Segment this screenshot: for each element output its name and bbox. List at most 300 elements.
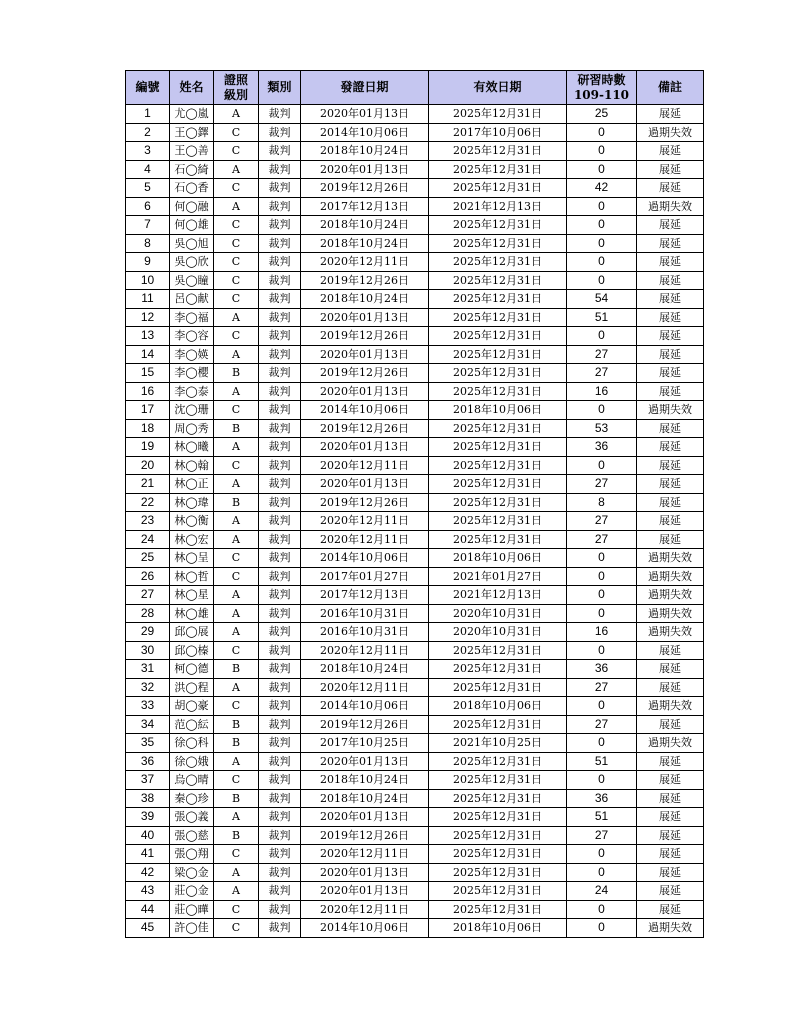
cell-issue-date: 2020年01月13日 xyxy=(301,160,429,179)
cell-issue-date: 2019年12月26日 xyxy=(301,715,429,734)
cell-name: 梁◯金 xyxy=(170,863,214,882)
cell-number: 42 xyxy=(126,863,170,882)
cell-name: 林◯瑋 xyxy=(170,493,214,512)
cell-remark: 展延 xyxy=(637,160,704,179)
cell-category: 裁判 xyxy=(259,271,301,290)
cell-training-hours: 0 xyxy=(567,567,637,586)
header-row xyxy=(126,71,704,105)
cell-category: 裁判 xyxy=(259,216,301,235)
cell-valid-date: 2025年12月31日 xyxy=(429,456,567,475)
cell-valid-date: 2025年12月31日 xyxy=(429,419,567,438)
cell-issue-date: 2018年10月24日 xyxy=(301,290,429,309)
cell-license-grade: C xyxy=(214,123,259,142)
cell-training-hours: 27 xyxy=(567,475,637,494)
cell-number: 6 xyxy=(126,197,170,216)
cell-remark: 展延 xyxy=(637,234,704,253)
header-license-grade-line1: 證照 xyxy=(223,72,248,87)
cell-number: 12 xyxy=(126,308,170,327)
cell-valid-date: 2025年12月31日 xyxy=(429,216,567,235)
cell-remark: 展延 xyxy=(637,493,704,512)
cell-valid-date: 2025年12月31日 xyxy=(429,327,567,346)
cell-issue-date: 2019年12月26日 xyxy=(301,493,429,512)
cell-issue-date: 2019年12月26日 xyxy=(301,271,429,290)
cell-issue-date: 2020年01月13日 xyxy=(301,438,429,457)
header-number: 編號 xyxy=(126,71,170,105)
cell-license-grade: A xyxy=(214,530,259,549)
cell-remark: 過期失效 xyxy=(637,549,704,568)
cell-number: 20 xyxy=(126,456,170,475)
cell-name: 林◯哲 xyxy=(170,567,214,586)
cell-training-hours: 51 xyxy=(567,752,637,771)
cell-training-hours: 0 xyxy=(567,327,637,346)
cell-valid-date: 2018年10月06日 xyxy=(429,697,567,716)
cell-training-hours: 0 xyxy=(567,771,637,790)
cell-issue-date: 2020年01月13日 xyxy=(301,863,429,882)
cell-category: 裁判 xyxy=(259,142,301,161)
cell-category: 裁判 xyxy=(259,752,301,771)
cell-valid-date: 2025年12月31日 xyxy=(429,179,567,198)
header-valid-date: 有效日期 xyxy=(429,71,567,105)
cell-training-hours: 0 xyxy=(567,271,637,290)
cell-license-grade: C xyxy=(214,900,259,919)
cell-issue-date: 2020年01月13日 xyxy=(301,105,429,124)
cell-valid-date: 2025年12月31日 xyxy=(429,752,567,771)
cell-category: 裁判 xyxy=(259,845,301,864)
table-row xyxy=(126,142,704,161)
cell-number: 8 xyxy=(126,234,170,253)
cell-category: 裁判 xyxy=(259,715,301,734)
cell-name: 莊◯金 xyxy=(170,882,214,901)
cell-valid-date: 2025年12月31日 xyxy=(429,641,567,660)
cell-name: 張◯翔 xyxy=(170,845,214,864)
cell-number: 39 xyxy=(126,808,170,827)
cell-license-grade: A xyxy=(214,105,259,124)
cell-issue-date: 2016年10月31日 xyxy=(301,604,429,623)
cell-category: 裁判 xyxy=(259,475,301,494)
table-row xyxy=(126,364,704,383)
cell-name: 李◯媖 xyxy=(170,345,214,364)
cell-number: 22 xyxy=(126,493,170,512)
cell-training-hours: 36 xyxy=(567,438,637,457)
cell-issue-date: 2020年12月11日 xyxy=(301,512,429,531)
cell-training-hours: 27 xyxy=(567,364,637,383)
header-license-grade-line2: 級別 xyxy=(223,87,248,102)
cell-name: 李◯福 xyxy=(170,308,214,327)
cell-remark: 展延 xyxy=(637,345,704,364)
cell-number: 29 xyxy=(126,623,170,642)
cell-category: 裁判 xyxy=(259,105,301,124)
cell-license-grade: A xyxy=(214,345,259,364)
cell-category: 裁判 xyxy=(259,919,301,938)
cell-valid-date: 2021年12月13日 xyxy=(429,197,567,216)
cell-remark: 展延 xyxy=(637,456,704,475)
cell-license-grade: A xyxy=(214,808,259,827)
header-name: 姓名 xyxy=(170,71,214,105)
cell-training-hours: 27 xyxy=(567,512,637,531)
cell-name: 吳◯欣 xyxy=(170,253,214,272)
cell-number: 31 xyxy=(126,660,170,679)
cell-training-hours: 0 xyxy=(567,216,637,235)
cell-training-hours: 16 xyxy=(567,382,637,401)
cell-category: 裁判 xyxy=(259,197,301,216)
table-row xyxy=(126,493,704,512)
cell-training-hours: 0 xyxy=(567,604,637,623)
cell-license-grade: A xyxy=(214,438,259,457)
cell-name: 林◯星 xyxy=(170,586,214,605)
cell-number: 15 xyxy=(126,364,170,383)
table-row xyxy=(126,752,704,771)
table-row xyxy=(126,900,704,919)
cell-training-hours: 0 xyxy=(567,586,637,605)
cell-remark: 展延 xyxy=(637,641,704,660)
cell-remark: 展延 xyxy=(637,179,704,198)
cell-issue-date: 2020年12月11日 xyxy=(301,900,429,919)
cell-category: 裁判 xyxy=(259,123,301,142)
header-issue-date: 發證日期 xyxy=(301,71,429,105)
table-row xyxy=(126,216,704,235)
cell-license-grade: A xyxy=(214,160,259,179)
table-row xyxy=(126,456,704,475)
table-row xyxy=(126,105,704,124)
cell-valid-date: 2025年12月31日 xyxy=(429,771,567,790)
cell-training-hours: 51 xyxy=(567,308,637,327)
cell-remark: 展延 xyxy=(637,438,704,457)
cell-remark: 過期失效 xyxy=(637,123,704,142)
header-category: 類別 xyxy=(259,71,301,105)
table-row xyxy=(126,308,704,327)
table-row xyxy=(126,623,704,642)
cell-number: 23 xyxy=(126,512,170,531)
cell-number: 19 xyxy=(126,438,170,457)
cell-license-grade: A xyxy=(214,475,259,494)
cell-license-grade: B xyxy=(214,419,259,438)
cell-remark: 過期失效 xyxy=(637,623,704,642)
cell-valid-date: 2018年10月06日 xyxy=(429,919,567,938)
cell-issue-date: 2020年12月11日 xyxy=(301,253,429,272)
cell-valid-date: 2025年12月31日 xyxy=(429,789,567,808)
cell-valid-date: 2025年12月31日 xyxy=(429,308,567,327)
cell-remark: 過期失效 xyxy=(637,586,704,605)
table-row xyxy=(126,512,704,531)
cell-remark: 展延 xyxy=(637,512,704,531)
cell-valid-date: 2025年12月31日 xyxy=(429,105,567,124)
cell-license-grade: A xyxy=(214,586,259,605)
cell-training-hours: 0 xyxy=(567,734,637,753)
cell-training-hours: 0 xyxy=(567,919,637,938)
cell-training-hours: 0 xyxy=(567,549,637,568)
cell-training-hours: 42 xyxy=(567,179,637,198)
cell-category: 裁判 xyxy=(259,493,301,512)
cell-number: 36 xyxy=(126,752,170,771)
cell-remark: 過期失效 xyxy=(637,919,704,938)
cell-category: 裁判 xyxy=(259,438,301,457)
cell-name: 胡◯豪 xyxy=(170,697,214,716)
cell-issue-date: 2014年10月06日 xyxy=(301,123,429,142)
cell-issue-date: 2017年10月25日 xyxy=(301,734,429,753)
cell-remark: 展延 xyxy=(637,419,704,438)
cell-valid-date: 2025年12月31日 xyxy=(429,438,567,457)
cell-number: 35 xyxy=(126,734,170,753)
cell-license-grade: C xyxy=(214,216,259,235)
cell-category: 裁判 xyxy=(259,808,301,827)
cell-remark: 展延 xyxy=(637,327,704,346)
cell-training-hours: 36 xyxy=(567,789,637,808)
table-row xyxy=(126,845,704,864)
cell-name: 石◯香 xyxy=(170,179,214,198)
cell-training-hours: 27 xyxy=(567,826,637,845)
cell-category: 裁判 xyxy=(259,789,301,808)
cell-issue-date: 2017年12月13日 xyxy=(301,197,429,216)
table-row xyxy=(126,271,704,290)
cell-issue-date: 2014年10月06日 xyxy=(301,549,429,568)
cell-name: 石◯綺 xyxy=(170,160,214,179)
cell-remark: 展延 xyxy=(637,530,704,549)
cell-name: 周◯秀 xyxy=(170,419,214,438)
cell-number: 21 xyxy=(126,475,170,494)
cell-remark: 展延 xyxy=(637,660,704,679)
cell-training-hours: 0 xyxy=(567,123,637,142)
cell-remark: 展延 xyxy=(637,253,704,272)
cell-license-grade: C xyxy=(214,271,259,290)
cell-valid-date: 2018年10月06日 xyxy=(429,401,567,420)
table-header xyxy=(126,71,704,105)
cell-license-grade: A xyxy=(214,308,259,327)
cell-issue-date: 2017年01月27日 xyxy=(301,567,429,586)
cell-category: 裁判 xyxy=(259,327,301,346)
cell-training-hours: 54 xyxy=(567,290,637,309)
header-remark: 備註 xyxy=(637,71,704,105)
cell-issue-date: 2018年10月24日 xyxy=(301,771,429,790)
cell-training-hours: 0 xyxy=(567,160,637,179)
cell-number: 3 xyxy=(126,142,170,161)
cell-name: 林◯雄 xyxy=(170,604,214,623)
cell-valid-date: 2025年12月31日 xyxy=(429,345,567,364)
cell-number: 33 xyxy=(126,697,170,716)
table-row xyxy=(126,327,704,346)
table-row xyxy=(126,660,704,679)
cell-remark: 展延 xyxy=(637,826,704,845)
cell-remark: 展延 xyxy=(637,863,704,882)
cell-category: 裁判 xyxy=(259,826,301,845)
cell-name: 何◯雄 xyxy=(170,216,214,235)
table-row xyxy=(126,604,704,623)
cell-valid-date: 2025年12月31日 xyxy=(429,382,567,401)
cell-number: 24 xyxy=(126,530,170,549)
cell-remark: 過期失效 xyxy=(637,697,704,716)
cell-name: 范◯紜 xyxy=(170,715,214,734)
cell-training-hours: 0 xyxy=(567,641,637,660)
cell-number: 1 xyxy=(126,105,170,124)
cell-training-hours: 8 xyxy=(567,493,637,512)
cell-category: 裁判 xyxy=(259,900,301,919)
cell-issue-date: 2018年10月24日 xyxy=(301,660,429,679)
cell-category: 裁判 xyxy=(259,623,301,642)
cell-remark: 展延 xyxy=(637,142,704,161)
cell-license-grade: C xyxy=(214,456,259,475)
header-training-hours-line1: 研習時數 xyxy=(577,72,626,87)
cell-training-hours: 0 xyxy=(567,863,637,882)
cell-issue-date: 2020年12月11日 xyxy=(301,530,429,549)
cell-issue-date: 2020年01月13日 xyxy=(301,808,429,827)
cell-category: 裁判 xyxy=(259,253,301,272)
cell-remark: 展延 xyxy=(637,364,704,383)
cell-number: 4 xyxy=(126,160,170,179)
cell-license-grade: C xyxy=(214,845,259,864)
cell-valid-date: 2025年12月31日 xyxy=(429,475,567,494)
cell-valid-date: 2021年10月25日 xyxy=(429,734,567,753)
cell-issue-date: 2020年01月13日 xyxy=(301,752,429,771)
cell-category: 裁判 xyxy=(259,382,301,401)
cell-category: 裁判 xyxy=(259,530,301,549)
cell-name: 許◯佳 xyxy=(170,919,214,938)
cell-license-grade: C xyxy=(214,401,259,420)
cell-number: 34 xyxy=(126,715,170,734)
cell-remark: 展延 xyxy=(637,882,704,901)
cell-license-grade: A xyxy=(214,863,259,882)
cell-number: 17 xyxy=(126,401,170,420)
referee-license-table xyxy=(125,70,704,938)
cell-license-grade: B xyxy=(214,826,259,845)
cell-issue-date: 2020年12月11日 xyxy=(301,641,429,660)
cell-training-hours: 27 xyxy=(567,678,637,697)
cell-issue-date: 2020年12月11日 xyxy=(301,845,429,864)
cell-number: 9 xyxy=(126,253,170,272)
cell-number: 32 xyxy=(126,678,170,697)
cell-category: 裁判 xyxy=(259,660,301,679)
table-row xyxy=(126,179,704,198)
cell-valid-date: 2025年12月31日 xyxy=(429,160,567,179)
cell-valid-date: 2025年12月31日 xyxy=(429,845,567,864)
table-row xyxy=(126,808,704,827)
cell-issue-date: 2018年10月24日 xyxy=(301,789,429,808)
header-training-hours xyxy=(567,71,637,105)
cell-name: 莊◯曄 xyxy=(170,900,214,919)
cell-number: 16 xyxy=(126,382,170,401)
cell-training-hours: 0 xyxy=(567,197,637,216)
table-body xyxy=(126,105,704,938)
cell-issue-date: 2020年01月13日 xyxy=(301,475,429,494)
cell-remark: 展延 xyxy=(637,752,704,771)
cell-valid-date: 2025年12月31日 xyxy=(429,678,567,697)
cell-number: 41 xyxy=(126,845,170,864)
cell-issue-date: 2020年01月13日 xyxy=(301,308,429,327)
cell-name: 徐◯娥 xyxy=(170,752,214,771)
table-row xyxy=(126,234,704,253)
cell-issue-date: 2020年12月11日 xyxy=(301,678,429,697)
cell-valid-date: 2025年12月31日 xyxy=(429,826,567,845)
table-row xyxy=(126,290,704,309)
cell-name: 張◯慈 xyxy=(170,826,214,845)
cell-name: 徐◯科 xyxy=(170,734,214,753)
table-row xyxy=(126,641,704,660)
cell-training-hours: 27 xyxy=(567,530,637,549)
table-row xyxy=(126,160,704,179)
cell-issue-date: 2014年10月06日 xyxy=(301,697,429,716)
cell-name: 林◯曦 xyxy=(170,438,214,457)
cell-category: 裁判 xyxy=(259,549,301,568)
cell-name: 王◯鐸 xyxy=(170,123,214,142)
cell-number: 45 xyxy=(126,919,170,938)
cell-number: 30 xyxy=(126,641,170,660)
cell-remark: 展延 xyxy=(637,845,704,864)
cell-license-grade: B xyxy=(214,493,259,512)
header-training-hours-line2: 109-110 xyxy=(573,87,630,102)
cell-name: 何◯融 xyxy=(170,197,214,216)
cell-number: 43 xyxy=(126,882,170,901)
cell-license-grade: B xyxy=(214,715,259,734)
cell-number: 37 xyxy=(126,771,170,790)
cell-license-grade: A xyxy=(214,604,259,623)
cell-name: 李◯櫻 xyxy=(170,364,214,383)
cell-valid-date: 2020年10月31日 xyxy=(429,623,567,642)
cell-training-hours: 0 xyxy=(567,456,637,475)
cell-name: 柯◯德 xyxy=(170,660,214,679)
cell-number: 2 xyxy=(126,123,170,142)
cell-category: 裁判 xyxy=(259,160,301,179)
cell-category: 裁判 xyxy=(259,456,301,475)
cell-category: 裁判 xyxy=(259,179,301,198)
cell-training-hours: 51 xyxy=(567,808,637,827)
cell-license-grade: A xyxy=(214,382,259,401)
cell-category: 裁判 xyxy=(259,567,301,586)
cell-category: 裁判 xyxy=(259,697,301,716)
cell-license-grade: B xyxy=(214,364,259,383)
table-row xyxy=(126,345,704,364)
cell-name: 邱◯榛 xyxy=(170,641,214,660)
cell-remark: 展延 xyxy=(637,290,704,309)
cell-remark: 過期失效 xyxy=(637,197,704,216)
cell-remark: 展延 xyxy=(637,105,704,124)
cell-remark: 展延 xyxy=(637,271,704,290)
cell-category: 裁判 xyxy=(259,364,301,383)
table-row xyxy=(126,197,704,216)
cell-remark: 過期失效 xyxy=(637,604,704,623)
table-row xyxy=(126,253,704,272)
cell-license-grade: A xyxy=(214,512,259,531)
cell-license-grade: C xyxy=(214,253,259,272)
cell-license-grade: B xyxy=(214,734,259,753)
cell-issue-date: 2019年12月26日 xyxy=(301,364,429,383)
cell-remark: 展延 xyxy=(637,808,704,827)
cell-category: 裁判 xyxy=(259,882,301,901)
cell-name: 秦◯珍 xyxy=(170,789,214,808)
cell-category: 裁判 xyxy=(259,734,301,753)
table-row xyxy=(126,734,704,753)
cell-license-grade: A xyxy=(214,623,259,642)
cell-number: 26 xyxy=(126,567,170,586)
cell-training-hours: 27 xyxy=(567,715,637,734)
table-row xyxy=(126,123,704,142)
cell-remark: 過期失效 xyxy=(637,567,704,586)
table-row xyxy=(126,549,704,568)
cell-category: 裁判 xyxy=(259,234,301,253)
cell-name: 林◯正 xyxy=(170,475,214,494)
cell-remark: 過期失效 xyxy=(637,401,704,420)
cell-valid-date: 2018年10月06日 xyxy=(429,549,567,568)
cell-name: 張◯義 xyxy=(170,808,214,827)
cell-valid-date: 2025年12月31日 xyxy=(429,530,567,549)
table-row xyxy=(126,401,704,420)
cell-name: 王◯善 xyxy=(170,142,214,161)
cell-remark: 展延 xyxy=(637,216,704,235)
cell-training-hours: 0 xyxy=(567,253,637,272)
cell-name: 呂◯献 xyxy=(170,290,214,309)
cell-category: 裁判 xyxy=(259,419,301,438)
cell-training-hours: 36 xyxy=(567,660,637,679)
cell-training-hours: 27 xyxy=(567,345,637,364)
cell-name: 吳◯瞳 xyxy=(170,271,214,290)
cell-issue-date: 2020年12月11日 xyxy=(301,456,429,475)
